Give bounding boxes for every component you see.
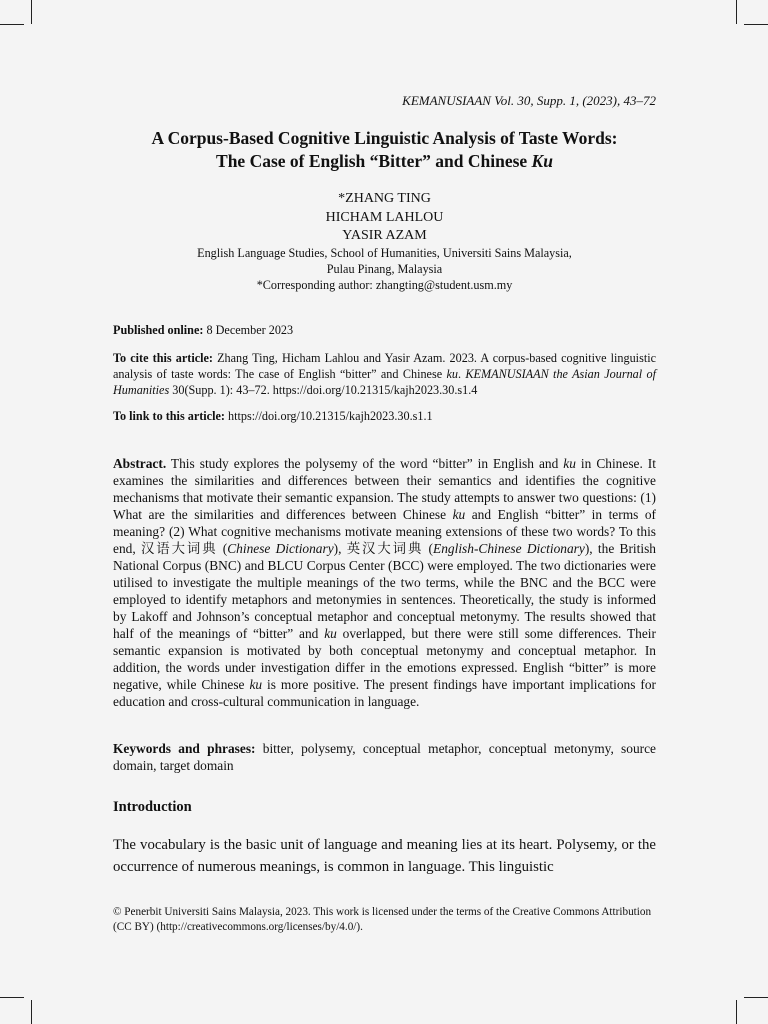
abstract-text: and English “bitter” in terms of meaning? (2) What cognitive mechanisms motivate meaning extensions of these two words? To this end, 汉语大词典 (: [113, 507, 656, 556]
crop-mark-top-right-v: [736, 0, 737, 24]
title-line-2-text: The Case of English “Bitter” and Chinese: [216, 151, 532, 171]
abstract-text: overlapped, but there were still some differences. Their semantic expansion is motivated by both conceptual metonymy and conceptual metaphor. In addition, the words under investigation differ in the emotions expressed. English “bitter” is more negative, while Chinese: [113, 626, 656, 692]
title-line-1: A Corpus-Based Cognitive Linguistic Analysis of Taste Words:: [151, 128, 618, 148]
abstract-text: in Chinese. It examines the similarities and differences between their semantics and identifies the cognitive mechanisms that motivate their semantic expansion. The study attempts to answer two questions: (1) What are the similarities and differences between Chinese: [113, 456, 656, 522]
cite-label: To cite this article:: [113, 351, 213, 365]
crop-mark-top-right-h: [744, 24, 768, 25]
keywords-label: Keywords and phrases:: [113, 741, 256, 756]
crop-mark-top-left-v: [31, 0, 32, 24]
keywords: [113, 740, 656, 774]
cite-text: 30(Supp. 1): 43–72. https://doi.org/10.21315/kajh2023.30.s1.4: [169, 383, 478, 397]
crop-mark-bottom-left-h: [0, 997, 24, 998]
abstract-text: ), 英汉大词典 (: [333, 541, 434, 556]
doi-link[interactable]: https://doi.org/10.21315/kajh2023.30.s1.1: [224, 409, 433, 423]
abstract-text: is more positive. The present findings have important implications for education and cross-cultural communication in language.: [113, 677, 657, 709]
cite-journal: KEMANUSIAAN the Asian Journal of Humanities: [113, 367, 656, 397]
cite-ku: ku: [446, 367, 458, 381]
title-line-2-italic: Ku: [531, 151, 553, 171]
cite-text: .: [458, 367, 466, 381]
abstract-italic: ku: [249, 677, 263, 692]
affiliation: [113, 245, 656, 293]
abstract-italic: English-Chinese Dictionary: [433, 541, 585, 556]
published-label: Published online:: [113, 323, 204, 337]
article-link: [113, 408, 656, 424]
abstract-italic: ku: [452, 507, 466, 522]
author-list: [113, 190, 656, 246]
cite-text: Zhang Ting, Hicham Lahlou and Yasir Azam. 2023. A corpus-based cognitive linguistic analysis of taste words: The case of English “bitter” and Chinese: [113, 351, 656, 381]
author-name: *ZHANG TING: [338, 191, 431, 206]
article-title: [113, 127, 656, 173]
journal-citation: KEMANUSIAAN Vol. 30, Supp. 1, (2023), 43–72: [402, 93, 656, 108]
affiliation-line-1: English Language Studies, School of Humanities, Universiti Sains Malaysia,: [197, 246, 572, 260]
keywords-value: bitter, polysemy, conceptual metaphor, conceptual metonymy, source domain, target domain: [113, 741, 657, 773]
section-heading-introduction: Introduction: [113, 799, 192, 815]
crop-mark-bottom-left-v: [31, 1000, 32, 1024]
published-date: 8 December 2023: [203, 323, 294, 337]
crop-mark-bottom-right-v: [736, 1000, 737, 1024]
citation-info: [113, 350, 656, 398]
crop-mark-bottom-right-h: [744, 997, 768, 998]
title-line-2: [113, 150, 656, 173]
abstract-italic: ku: [563, 456, 576, 471]
introduction-paragraph: The vocabulary is the basic unit of language and meaning lies at its heart. Polysemy, or the occurrence of numerous meanings, is common in language. This linguistic: [113, 837, 656, 875]
abstract-italic: ku: [324, 626, 337, 641]
link-label: To link to this article:: [113, 409, 225, 423]
crop-mark-top-left-h: [0, 24, 24, 25]
license-footer: © Penerbit Universiti Sains Malaysia, 2023. This work is licensed under the terms of the Creative Commons Attribution (CC BY) (http://creativecommons.org/licenses/by/4.0/).: [113, 906, 652, 933]
affiliation-line-2: Pulau Pinang, Malaysia: [326, 262, 443, 276]
corresponding-author: *Corresponding author: zhangting@student.usm.my: [256, 278, 513, 292]
author-name: YASIR AZAM: [342, 228, 427, 243]
abstract-label: Abstract.: [113, 456, 167, 471]
abstract: [113, 455, 656, 710]
published-online: [113, 322, 656, 338]
abstract-text: ), the British National Corpus (BNC) and BLCU Corpus Center (BCC) were employed. The two dictionaries were utilised to investigate the multiple meanings of the two terms, while the BNC and the BCC were employed to identify metaphors and metonymies in sentences. Theoretically, the study is informed by Lakoff and Johnson’s conceptual metaphor and conceptual metonymy. The results showed that half of the meanings of “bitter” and: [113, 541, 657, 641]
author-name: HICHAM LAHLOU: [325, 209, 444, 225]
abstract-text: This study explores the polysemy of the word “bitter” in English and: [166, 456, 564, 471]
abstract-italic: Chinese Dictionary: [227, 541, 334, 556]
